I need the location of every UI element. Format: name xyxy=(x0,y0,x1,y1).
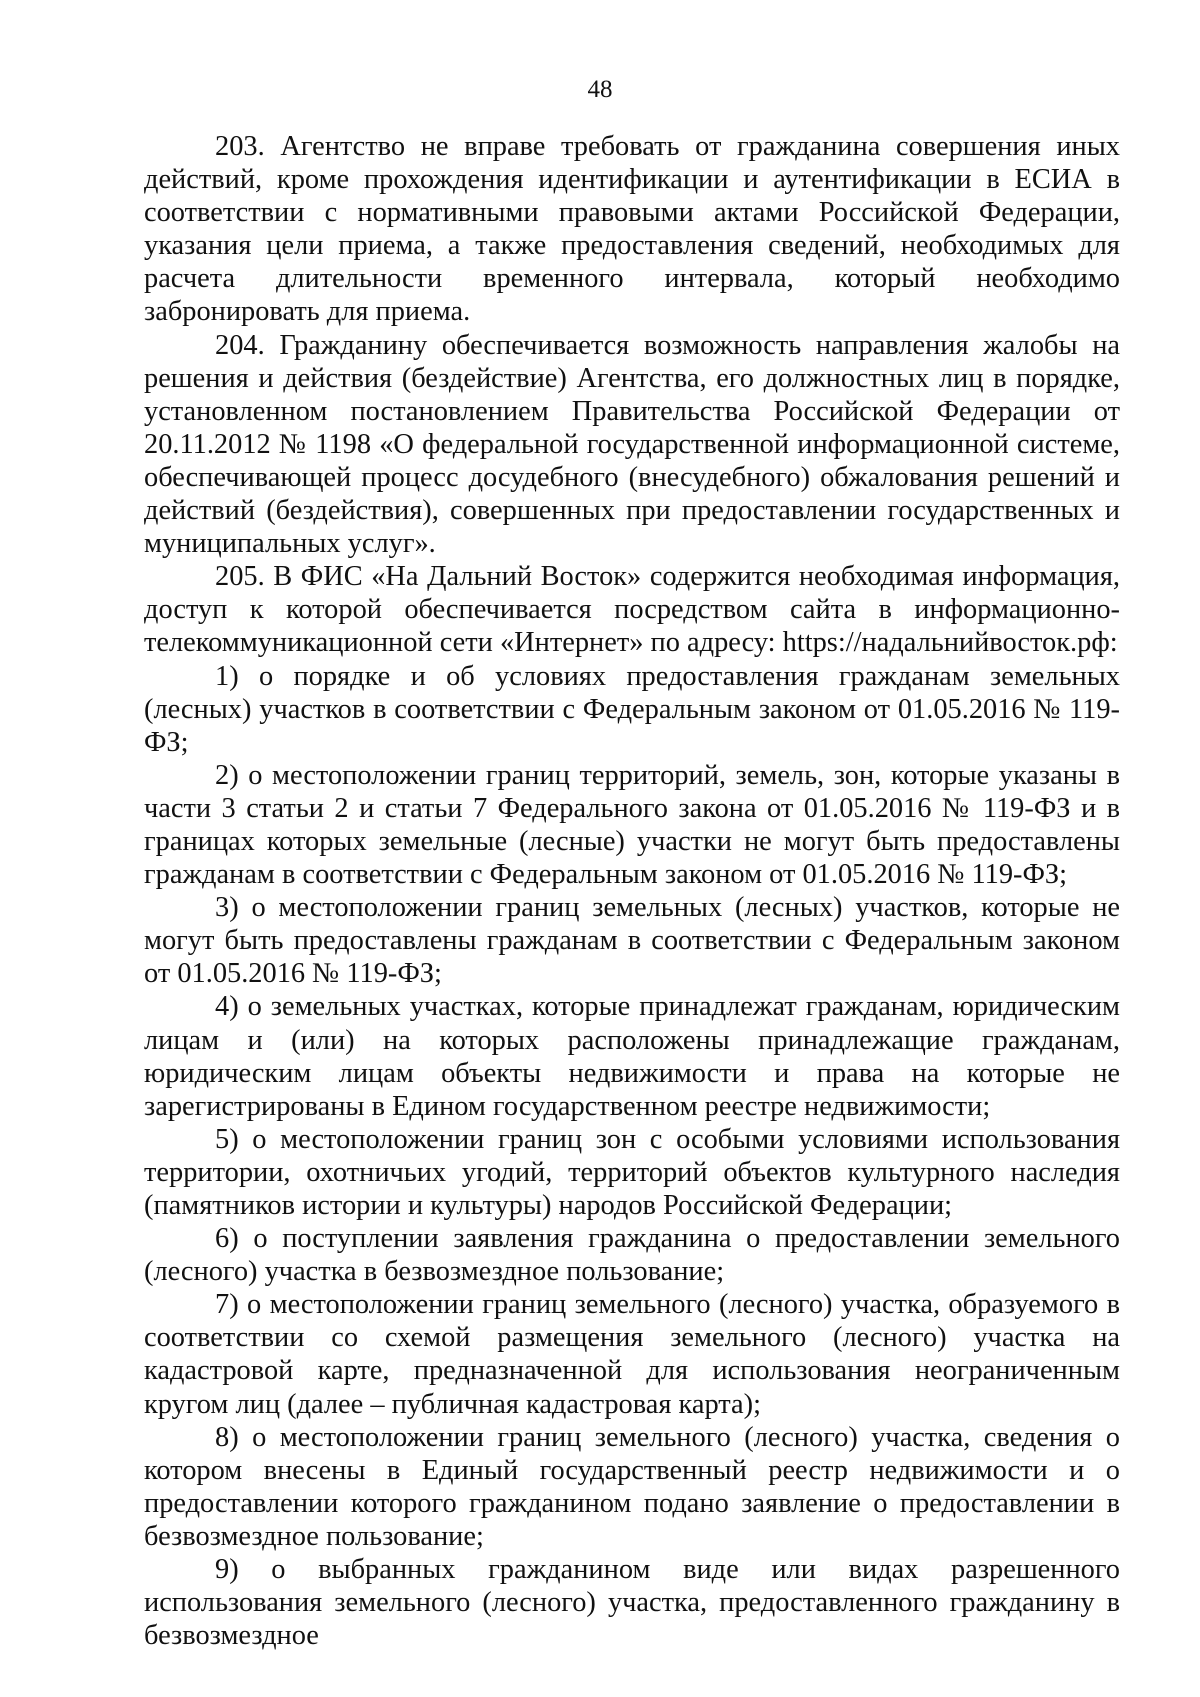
list-item-6: 6) о поступлении заявления гражданина о предоставлении земельного (лесного) участка в безвозмездное пользование; xyxy=(144,1223,1120,1288)
list-item-8: 8) о местоположении границ земельного (лесного) участка, сведения о котором внесены в Единый государственный реестр недвижимости и о предоставлении которого гражданином подано заявление о предоставлении в безвозмездное пользование; xyxy=(144,1421,1120,1552)
paragraph-203: 203. Агентство не вправе требовать от гражданина совершения иных действий, кроме прохождения идентификации и аутентификации в ЕСИА в соответствии с нормативными правовыми актами Российской Федерации, указания цели приема, а также предоставления сведений, необходимых для расчета длительности временного интервала, который необходимо забронировать для приема. xyxy=(144,131,1120,328)
list-item-5: 5) о местоположении границ зон с особыми условиями использования территории, охотничьих угодий, территорий объектов культурного наследия (памятников истории и культуры) народов Российской Федерации; xyxy=(144,1123,1120,1221)
paragraph-205: 205. В ФИС «На Дальний Восток» содержится необходимая информация, доступ к которой обеспечивается посредством сайта в информационно-телекоммуникационной сети «Интернет» по адресу: https://надальнийвосток.рф: xyxy=(144,561,1120,659)
list-item-9: 9) о выбранных гражданином виде или видах разрешенного использования земельного (лесного) участка, предоставленного гражданину в безвозмездное xyxy=(144,1554,1120,1652)
list-item-1: 1) о порядке и об условиях предоставления гражданам земельных (лесных) участков в соответствии с Федеральным законом от 01.05.2016 № 119-ФЗ; xyxy=(144,660,1120,758)
list-item-2: 2) о местоположении границ территорий, земель, зон, которые указаны в части 3 статьи 2 и статьи 7 Федерального закона от 01.05.2016 № 119-ФЗ и в границах которых земельные (лесные) участки не могут быть предоставлены гражданам в соответствии с Федеральным законом от 01.05.2016 № 119-ФЗ; xyxy=(144,759,1120,891)
list-item-7: 7) о местоположении границ земельного (лесного) участка, образуемого в соответствии со схемой размещения земельного (лесного) участка на кадастровой карте, предназначенной для использования неограниченным кругом лиц (далее – публичная кадастровая карта); xyxy=(144,1289,1120,1420)
list-item-4: 4) о земельных участках, которые принадлежат гражданам, юридическим лицам и (или) на которых расположены принадлежащие гражданам, юридическим лицам объекты недвижимости и права на которые не зарегистрированы в Едином государственном реестре недвижимости; xyxy=(144,991,1120,1122)
page-number: 48 xyxy=(587,76,613,103)
list-item-3: 3) о местоположении границ земельных (лесных) участков, которые не могут быть предоставлены гражданам в соответствии с Федеральным законом от 01.05.2016 № 119-ФЗ; xyxy=(144,892,1120,990)
paragraph-204: 204. Гражданину обеспечивается возможность направления жалобы на решения и действия (бездействие) Агентства, его должностных лиц в порядке, установленном постановлением Правительства Российской Федерации от 20.11.2012 № 1198 «О федеральной государственной информационной системе, обеспечивающей процесс досудебного (внесудебного) обжалования решений и действий (бездействия), совершенных при предоставлении государственных и муниципальных услуг». xyxy=(144,329,1120,560)
document-body xyxy=(144,130,1120,1652)
